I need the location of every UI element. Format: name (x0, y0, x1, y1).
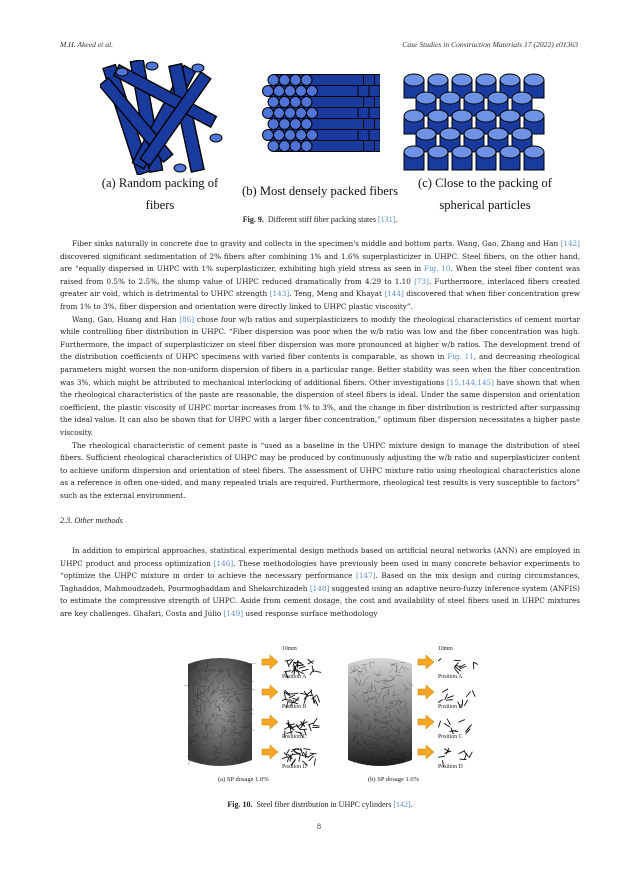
arrows-a (260, 652, 280, 772)
position-label-a1: Position A (282, 674, 307, 680)
citation-link[interactable]: [147] (355, 571, 376, 581)
subfig-label-b: (b) SP dosage 1.6% (368, 776, 420, 783)
paragraph: Wang, Gao, Huang and Han [86] chose four w/b ratios and superplasticizers to modify the rheological characteristics of cement mortar while controlling fiber distribution in UHPC. “Fiber dispersion was poor when the w/b ratio was low and the fiber concentration was high. Furthermore, the impact of superplasticizer on steel fiber dispersion was more pronounced at higher w/b ratios. The development trend of the distribution coefficients of UHPC specimens with varied fiber contents is comparable, as shown in Fig. 11, and decreasing rheological parameters might worsen the non-uniform dispersion of fibers in a particular range. Better stability was seen when the fiber concentration was 3%, which might be attributed to mechanical interlocking of additional fibers. Other investigations [15,144,145] have shown that when the rheological characteristics of the paste are reasonable, the dispersion of steel fibers is ideal. Under the same dispersion and orientation coefficient, the plastic viscosity of UHPC mortar increases from 1% to 3%, and the change in fiber distribution is restricted after surpassing the ideal value. It can also be shown that for UHPC with a larger fiber concentration,” optimum fiber dispersion necessitates a higher paste viscosity. (60, 314, 580, 437)
position-label-a4: Position D (282, 764, 307, 770)
fiber-samples-b (438, 652, 478, 778)
figure-link[interactable]: Fig. 11 (447, 352, 474, 362)
fig10-caption: Fig. 10. Steel fiber distribution in UHPC cylinders [142]. (227, 800, 413, 809)
figure-link[interactable]: Fig. 10 (424, 264, 451, 274)
scale-label-a: 10mm (282, 646, 297, 652)
citation-link[interactable]: [146] (213, 558, 234, 568)
fig9-caption: Fig. 9. Different stiff fiber packing states [131]. (242, 215, 398, 224)
running-header (60, 40, 578, 54)
citation-link[interactable]: [142] (393, 800, 411, 809)
figure-10 (190, 646, 470, 792)
citation-link[interactable]: [73] (414, 276, 429, 286)
body-paragraphs-2 (60, 545, 580, 621)
paragraph: In addition to empirical approaches, statistical experimental design methods based on artificial neural networks (ANN) are employed in UHPC product and process optimization [146]. These methodologies have previously been used in many concrete behavior experiments to “optimize the UHPC mixture in order to achieve the necessary performance [147]. Based on the mix design and curing circumstances, Taghaddos, Mahmoudzadeh, Pourmoghaddam and Shekarchizadeh [148] suggested using an adaptive neuro-fuzzy inference system (ANFIS) to estimate the compressive strength of UHPC. Aside from cement dosage, the cost and availability of steel fibers used in UHPC mixtures are key challenges. Ghafari, Costa and Júlio [149] used response surface methodology (60, 546, 581, 618)
citation-link[interactable]: [148] (309, 583, 330, 593)
arrows-b (416, 652, 436, 772)
citation-link[interactable]: [142] (560, 239, 580, 248)
cylinder-a-image (180, 652, 260, 772)
dense-packing-illustration (250, 60, 380, 175)
page-number: 8 (317, 822, 321, 831)
fig9-label-b: (b) Most densely packed fibers (242, 184, 398, 198)
position-label-a2: Position B (282, 704, 307, 710)
position-label-b2: Position B (438, 704, 463, 710)
fig9-label-a: (a) Random packing of fibers (101, 176, 219, 212)
paragraph: The rheological characteristic of cement paste is “used as a baseline in the UHPC mixture design to manage the distribution of steel fibers. Sufficient rheological characteristics of UHPC may be produced by continuously adjusting the w/b ratio and superplasticizer content to achieve uniform dispersion and orientation of steel fibers. The assessment of UHPC mixture ratio using rheological characteristics alone as a reference is often one-sided, and many repeated trials are required. Furthermore, rheological test results is very susceptible to factors” such as the external environment. (60, 440, 580, 500)
paragraph: Fiber sinks naturally in concrete due to gravity and collects in the specimen's middle and bottom parts. Wang, Gao, Zhang and Han [142] discovered significant sedimentation of 2% fibers after combining 1% and 1.6% superplasticizer in UHPC. Steel fibers, on the other hand, are “equally dispersed in UHPC with 1% superplasticizer, exhibiting high yield stress as seen in Fig. 10. When the steel fiber content was raised from 0.5% to 2.5%, the slump value of UHPC reduced dramatically from 4.29 to 1.10 [73]. Furthermore, interlaced fibers created greater air void, which is detrimental to UHPC strength [143]. Teng, Meng and Khayat [144] discovered that when fiber concentration grew from 1% to 3%, fiber dispersion and orientation were directly linked to UHPC plastic viscosity”. (60, 239, 580, 311)
section-heading: 2.3. Other methods (60, 516, 123, 525)
position-label-b3: Position C (438, 734, 463, 740)
position-label-b4: Position D (438, 764, 463, 770)
scale-label-b: 10mm (438, 646, 453, 652)
body-paragraphs (60, 238, 580, 502)
spherical-packing-illustration (400, 66, 550, 176)
header-authors: M.H. Akeed et al. (60, 40, 113, 49)
citation-link[interactable]: [143] (269, 289, 290, 299)
position-label-a3: Position C (282, 734, 307, 740)
citation-link[interactable]: [131] (377, 215, 396, 224)
fig9-label-c: (c) Close to the packing of spherical particles (418, 176, 552, 212)
citation-link[interactable]: [86] (179, 314, 195, 324)
citation-link[interactable]: [144] (384, 289, 404, 299)
cylinder-b-image (340, 652, 420, 772)
citation-link[interactable]: [15,144,145] (446, 377, 494, 387)
header-journal: Case Studies in Construction Materials 17 (2022) e01363 (402, 40, 578, 49)
subfig-label-a: (a) SP dosage 1.0% (218, 776, 269, 783)
fiber-samples-a (282, 652, 322, 778)
random-packing-illustration (100, 60, 230, 175)
citation-link[interactable]: [149] (223, 608, 244, 618)
figure-9 (60, 60, 580, 220)
position-label-b1: Position A (438, 674, 463, 680)
